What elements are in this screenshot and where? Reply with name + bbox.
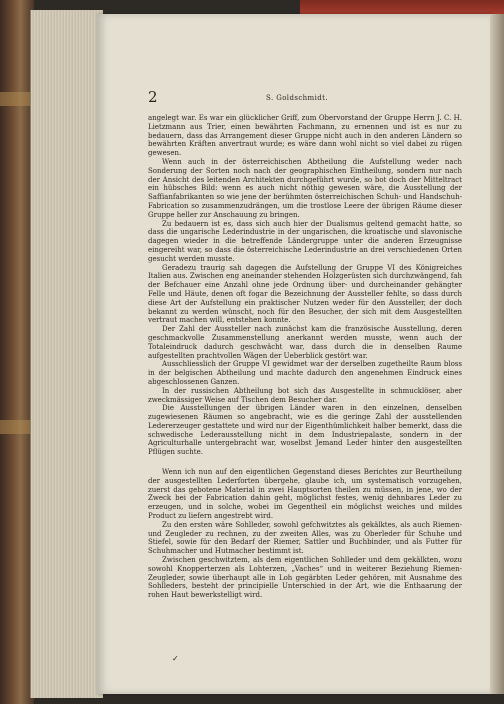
cover-band xyxy=(0,420,34,434)
paragraph: Zwischen geschwitztem, als dem eigentlichen Sohlleder und dem gekälkten, wozu sowohl Knopperterzen als Lohterzen, „Vaches“ und in weiterer Beziehung Riemen-Zeugleder, sowie überhaupt alle in Loh gegärbten Leder gehören, mit Ausnahme des Sohlleders, besteht der principielle Unterschied in der Art, wie die Enthaarung der rohen Haut bewerkstelligt wird. xyxy=(148,556,462,600)
paragraph: Zu den ersten wäre Sohlleder, sowohl gefchwitztes als gekälktes, als auch Riemen- und Zeugleder zu rechnen, zu der zweiten Alles, was zu Oberleder für Schuhe und Stiefel, sowie für den Bedarf der Riemer, Sattler und Buchbinder, und als Futter für Schuhmacher und Hutmacher bestimmt ist. xyxy=(148,520,462,556)
page-right-edge xyxy=(490,14,504,694)
book-cover xyxy=(0,0,34,704)
paragraph: angelegt war. Es war ein glücklicher Griff, zum Obervorstand der Gruppe Herrn J. C. H. Lietzmann aus Trier, einen bewährten Fachmann, zu ernennen und ist es nur zu bedauern, dass das Arrangement dieser Gruppe nicht auch in den anderen Ländern so bewährten Kräften anvertraut wurde; es wäre dann wohl nicht so viel dabei zu rügen gewesen. xyxy=(148,114,462,158)
page-number: 2 xyxy=(148,88,158,106)
book-page xyxy=(96,14,490,694)
page-edges xyxy=(30,10,103,698)
paragraph: In der russischen Abtheilung bot sich das Ausgestellte in schmucklöser, aber zweckmässiger Weise auf Tischen dem Besucher dar. xyxy=(148,386,462,404)
paragraph: Der Zahl der Aussteller nach zunächst kam die französische Ausstellung, deren geschmackvolle Zusammenstellung anerkannt werden musste, wenn auch der Totaleindruck dadurch geschwächt war, dass durch die in denselben Raume aufgestellten prachtvollen Wägen der Ueberblick gestört war. xyxy=(148,325,462,360)
paragraph: Die Ausstellungen der übrigen Länder waren in den einzelnen, denselben zugewiesenen Räumen so angebracht, wie es die geringe Zahl der ausstellenden Ledererzeuger gestattete und wird nur der Eigenthümlichkeit halber bemerkt, dass die schwedische Lederausstellung nicht in dem Industriepalaste, sondern in der Agriculturhalle untergebracht war, woselbst Jemand Leder hinter den ausgestellten Pflügen suchte. xyxy=(148,404,462,457)
page-body xyxy=(148,114,462,600)
paragraph: Geradezu traurig sah dagegen die Aufstellung der Gruppe VI des Königreiches Italien aus. Zwischen eng aneinander stehenden Holzgerüsten sich durchzwängend, fah der Befchauer eine Anzahl ohne jede Ordnung über- und durcheinander gehängter Felle und Häute, denen oft fogar die Bezeichnung der Aussteller fehlte, so dass durch diese Art der Aufstellung ein praktischer Nutzen weder für den Aussteller, der doch bekannt zu werden wünscht, noch für den Besucher, der sich mit dem Ausgestellten vertraut machen will, entstehen konnte. xyxy=(148,263,462,325)
cover-band xyxy=(0,92,34,106)
page-header xyxy=(148,88,460,110)
paragraph: Wenn auch in der österreichischen Abtheilung die Aufstellung weder nach Sonderung der Sorten noch nach der geographischen Eintheilung, sondern nur nach der Ansicht des leitenden Architekten durchgeführt wurde, so bot doch der Mitteltract ein hübsches Bild: wenn es auch nicht nöthig gewesen wäre, die Ausstellung der Saffianfabrikanten so wie jene der berühmten österreichischen Schuh- und Handschuh-Fabrication so zusammenzudrängen, um die trostlose Leere der übrigen Räume dieser Gruppe heller zur Anschauung zu bringen. xyxy=(148,157,462,219)
running-head: S. Goldschmidt. xyxy=(266,94,328,102)
paragraph: Wenn ich nun auf den eigentlichen Gegenstand dieses Berichtes zur Beurtheilung der ausgestellten Lederforten übergehe, glaube ich, um systematisch vorzugehen, zuerst das gebotene Material in zwei Hauptsorten theilen zu müssen, in jene, wo der Zweck bei der Fabrication dahin geht, möglichst festes, wenig dehnbares Leder zu erzeugen, und in solche, wobei im Gegentheil ein möglichst weiches und mildes Product zu liefern angestrebt wird. xyxy=(148,468,462,521)
paragraph: Ausschliesslich der Gruppe VI gewidmet war der derselben zugetheilte Raum bloss in der belgischen Abtheilung und machte dadurch den angenehmen Eindruck eines abgeschlossenen Ganzen. xyxy=(148,360,462,386)
margin-annotation: ✓ xyxy=(172,654,179,663)
paragraph: Zu bedauern ist es, dass sich auch hier der Dualismus geltend gemacht hatte, so dass die ungarische Lederindustrie in der ungarischen, die kroatische und slavonische dagegen wieder in die betreffende Ländergruppe unter die anderen Erzeugnisse eingereiht war, so dass die österreichische Lederindustrie an drei verschiedenen Orten gesucht werden musste. xyxy=(148,219,462,263)
